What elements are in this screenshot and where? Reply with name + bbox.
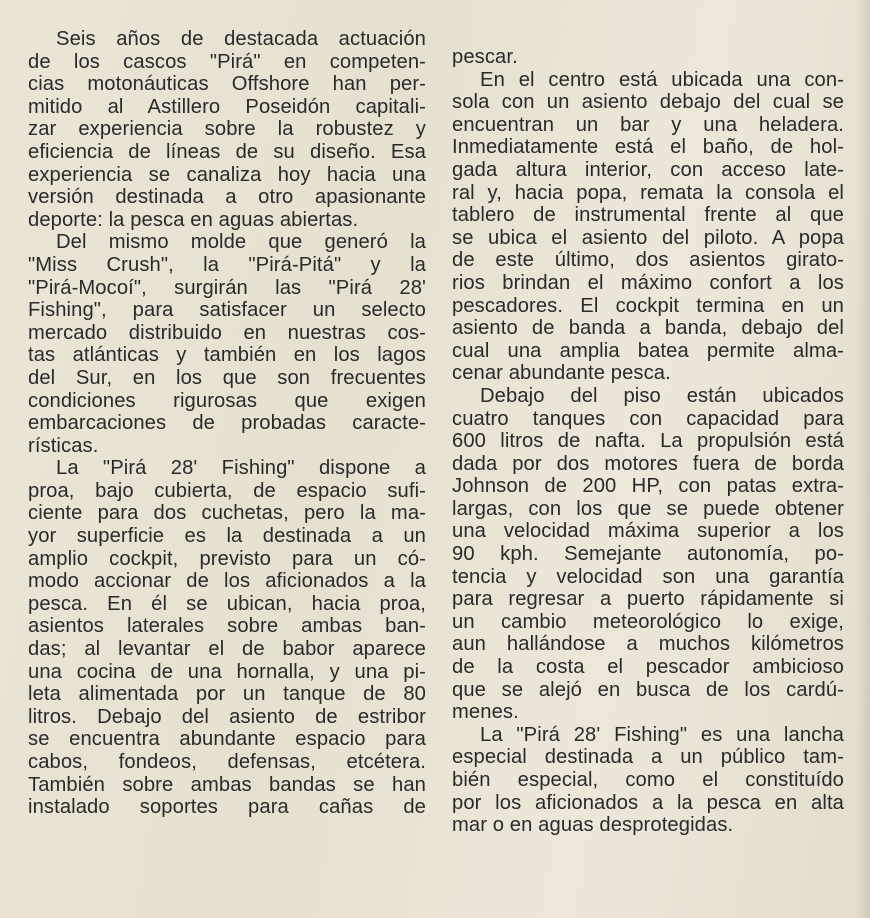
text-line: Del mismo molde que generó la (56, 231, 426, 254)
text-line: se encuentra abundante espacio para (28, 728, 426, 751)
text-line: especial destinada a un público tam- (452, 746, 844, 769)
text-line: cenar abundante pesca. (452, 362, 671, 385)
text-line: "Miss Crush", la "Pirá-Pitá" y la (28, 253, 426, 276)
text-line: La "Pirá 28' Fishing" es una lancha (480, 723, 844, 746)
text-line: das; al levantar el de babor aparece (28, 638, 426, 661)
text-line: mercado distribuido en nuestras cos- (28, 321, 426, 344)
article-column-left (28, 28, 426, 819)
page-edge-shadow (856, 0, 870, 918)
text-line: encuentran un bar y una heladera. (452, 113, 844, 136)
text-line: deporte: la pesca en aguas abiertas. (28, 208, 359, 231)
text-line: La "Pirá 28' Fishing" dispone a (56, 457, 426, 480)
text-line: un cambio meteorológico lo exige, (452, 610, 844, 633)
text-line: yor superficie es la destinada a un (28, 525, 426, 548)
text-line: asiento de banda a banda, debajo del (452, 317, 844, 340)
text-line: pesca. En él se ubican, hacia proa, (28, 592, 426, 615)
text-line: 600 litros de nafta. La propulsión está (452, 430, 844, 453)
text-line: para regresar a puerto rápidamente si (452, 588, 844, 611)
text-line: leta alimentada por un tanque de 80 (28, 683, 426, 706)
text-line: ral y, hacia popa, remata la consola el (452, 181, 844, 204)
text-line: del Sur, en los que son frecuentes (28, 366, 426, 389)
text-line: de los cascos "Pirá" en competen- (28, 50, 426, 73)
text-line: "Pirá-Mocoí", surgirán las "Pirá 28' (28, 276, 426, 299)
text-line: Debajo del piso están ubicados (480, 384, 844, 407)
text-line: cual una amplia batea permite alma- (452, 339, 844, 362)
text-line: mar o en aguas desprotegidas. (452, 814, 734, 837)
text-line: experiencia se canaliza hoy hacia una (28, 163, 426, 186)
text-line: También sobre ambas bandas se han (28, 773, 426, 796)
text-line: dada por dos motores fuera de borda (452, 452, 844, 475)
text-line: En el centro está ubicada una con- (480, 68, 844, 91)
text-line: versión destinada a otro apasionante (28, 186, 426, 209)
text-line: pescadores. El cockpit termina en un (452, 294, 844, 317)
text-line: que se alejó en busca de los cardú- (452, 678, 844, 701)
text-line: mitido al Astillero Poseidón capitali- (28, 95, 426, 118)
text-line: por los aficionados a la pesca en alta (452, 791, 844, 814)
text-line: tablero de instrumental frente al que (452, 204, 844, 227)
text-line: amplio cockpit, previsto para un có- (28, 547, 426, 570)
text-line: 90 kph. Semejante autonomía, po- (452, 543, 844, 566)
text-line: modo accionar de los aficionados a la (28, 570, 426, 593)
text-line: bién especial, como el constituído (452, 769, 844, 791)
text-line: una cocina de una hornalla, y una pi- (28, 660, 426, 683)
text-line: proa, bajo cubierta, de espacio sufi- (28, 479, 426, 502)
text-line: cabos, fondeos, defensas, etcétera. (28, 751, 426, 773)
text-line: tas atlánticas y también en los lagos (28, 344, 426, 367)
text-line: gada altura interior, con acceso late- (452, 158, 844, 181)
text-line: largas, con los que se puede obtener (452, 497, 844, 520)
text-line: instalado soportes para cañas de (28, 796, 426, 819)
text-line: sola con un asiento debajo del cual se (452, 91, 844, 114)
text-line: condiciones rigurosas que exigen (28, 389, 426, 412)
text-line: tencia y velocidad son una garantía (452, 565, 844, 588)
text-line: Johnson de 200 HP, con patas extra- (452, 475, 844, 498)
text-line: Fishing", para satisfacer un selecto (28, 299, 426, 322)
text-line: asientos laterales sobre ambas ban- (28, 615, 426, 638)
text-line: rísticas. (28, 434, 99, 457)
text-line: eficiencia de líneas de su diseño. Esa (28, 140, 426, 163)
text-line: Inmediatamente está el baño, de hol- (452, 136, 844, 159)
text-line: ciente para dos cuchetas, pero la ma- (28, 502, 426, 525)
text-line: menes. (452, 701, 519, 724)
text-line: pescar. (452, 46, 518, 68)
text-line: litros. Debajo del asiento de estribor (28, 705, 426, 728)
text-line: aun hallándose a muchos kilómetros (452, 633, 844, 656)
text-line: de este último, dos asientos girato- (452, 249, 844, 272)
article-column-right (452, 46, 844, 837)
text-line: de la costa el pescador ambicioso (452, 656, 844, 679)
text-line: se ubica el asiento del piloto. A popa (452, 226, 844, 249)
text-line: rios brindan el máximo confort a los (452, 271, 844, 294)
text-line: Seis años de destacada actuación (56, 28, 426, 50)
text-line: zar experiencia sobre la robustez y (28, 118, 426, 141)
text-line: cuatro tanques con capacidad para (452, 407, 844, 430)
text-line: una velocidad máxima superior a los (452, 520, 844, 543)
text-line: embarcaciones de probadas caracte- (28, 412, 426, 435)
text-line: cias motonáuticas Offshore han per- (28, 73, 426, 96)
